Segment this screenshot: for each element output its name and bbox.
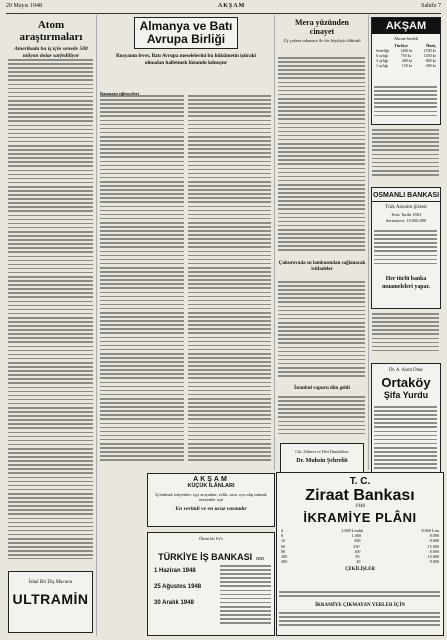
plan-count: 8 xyxy=(281,533,284,539)
ziraat-draws xyxy=(279,591,440,601)
notice-text-2 xyxy=(372,313,439,357)
subscription-tr: 400 kr xyxy=(401,58,413,63)
subscription-tr: 1400 kr xyxy=(400,48,413,53)
subscription-period: Seneliği xyxy=(376,48,390,53)
subscription-ab: 1450 kr xyxy=(423,53,436,58)
isbank-dates xyxy=(154,563,216,611)
article-body-vapur xyxy=(278,396,365,440)
plan-count: 4 xyxy=(281,528,284,533)
plan-total: 8.000 xyxy=(429,548,439,554)
ziraat-draw-heading: ÇEKİLİŞLER xyxy=(345,567,375,573)
subscription-ab: 300 kr xyxy=(425,63,436,68)
plan-total: 10.000 xyxy=(427,554,439,560)
plan-total: 8.000 Lira xyxy=(421,528,439,533)
ad-doctor-name: Dr. Muhsin Şehreliö xyxy=(296,458,348,464)
section-ramazan: Ramazan eğlenceleri xyxy=(100,91,139,96)
isbank-suffix: nın xyxy=(256,556,264,562)
bank-branches xyxy=(374,230,437,270)
plan-amount: 20 xyxy=(356,559,361,565)
bank-founded: Tesis Tarihi 1863 xyxy=(390,212,422,217)
article-body-almanya-right xyxy=(188,95,271,465)
article-body-atom xyxy=(8,59,93,559)
ad-ortakoy xyxy=(371,363,441,483)
bank-subtitle: Türk Anonim Şirketi xyxy=(385,205,427,210)
ziraat-tc: T. C. xyxy=(349,476,371,487)
bank-service-1: Her türlü banka xyxy=(385,276,427,282)
isbank-date: 1 Haziran 1948 xyxy=(154,568,196,574)
subscription-title: AKŞAM xyxy=(372,18,440,34)
plan-total: 15.000 xyxy=(427,543,439,549)
plan-amount: 2.000 Liralık xyxy=(341,528,364,533)
subhead-atom: Amerikada bu iş için senede 500 milyon dolar sarfediliyor xyxy=(14,46,88,59)
ortakoy-sub: Şifa Yurdu xyxy=(383,390,429,400)
notice-text xyxy=(372,129,439,181)
plan-total: 8.000 xyxy=(429,533,439,539)
ad-ziraat-bankasi xyxy=(276,472,444,636)
plan-total: 8.000 xyxy=(429,559,439,565)
ad-ultramin-line: İshal Bir Diş Macunu xyxy=(28,580,73,585)
subhead-mera: Üç çoban takansız ile bir köylüyü öldürdü xyxy=(283,38,361,43)
isbank-date: 25 Ağustos 1948 xyxy=(154,584,202,590)
plan-row xyxy=(277,559,443,564)
subscription-row xyxy=(372,63,440,68)
plan-amount: 50 xyxy=(355,554,360,560)
headline-almanya-2: Avrupa Birliği xyxy=(146,32,226,46)
subscription-tr: 150 kr xyxy=(401,63,413,68)
ziraat-name: Ziraat Bankası xyxy=(305,487,415,504)
ad-ultramin-brand: ULTRAMİN xyxy=(12,591,89,607)
ortakoy-doctor: Dr. A. Asım Onur xyxy=(389,368,423,373)
ortakoy-name: Ortaköy xyxy=(381,375,431,390)
subscription-tr: 750 kr xyxy=(400,53,412,58)
bank-title: OSMANLI BANKASI xyxy=(372,192,440,202)
isbank-details xyxy=(220,565,271,631)
kucuk-line2: En verimli ve en ucuz vasıtadır xyxy=(175,505,247,512)
subscription-head-tr: Türkiye xyxy=(394,43,408,48)
ortakoy-details xyxy=(374,406,437,476)
subscription-box xyxy=(371,17,441,125)
page-number: Sahife 7 xyxy=(421,3,441,9)
section-cukurova: Çukurovada su lambasından sağlanacak istifadeler xyxy=(278,261,366,272)
article-body-almanya-left xyxy=(100,95,184,465)
subscription-ab: 800 kr xyxy=(425,58,436,63)
ad-ultramin xyxy=(8,571,93,633)
ziraat-plan-table xyxy=(277,528,443,564)
deck-almanya: Rusyanın fevet, Batı Avrupa meselelerini bu hükümetin iştiraki olmadan halletmek lüzumlu kılmıştır xyxy=(116,53,256,66)
ziraat-ikramiye: İKRAMİYE PLÂNI xyxy=(303,510,417,525)
subscription-period: 6 aylığı xyxy=(376,53,389,58)
headline-mera-1: Mera yüzünden xyxy=(295,18,349,27)
kucuk-subtitle: KÜÇÜK İLÂNLARI xyxy=(187,483,235,489)
kucuk-line1: İş bulmak isteyenler; işçi arayanlar, evlik, arsa, oyu alıp satmak isteyenler için xyxy=(155,492,267,503)
subscription-ab: 2700 kr xyxy=(423,48,436,53)
column-almanya xyxy=(98,15,275,470)
plan-amount: 1.000 xyxy=(351,533,362,539)
subscription-period: 3 aylığı xyxy=(376,58,389,63)
column-mera xyxy=(276,15,369,470)
plan-amount: 100 xyxy=(354,548,361,554)
headline-box-almanya xyxy=(134,17,238,49)
ziraat-year: 1948 xyxy=(355,504,365,509)
ziraat-cekilis-heading: İKRAMİYE ÇIKMAYAN YERLER İÇİN xyxy=(315,603,405,608)
ad-osmanli-bankasi xyxy=(371,187,441,309)
isbank-top: Ölmü bir Er'e xyxy=(199,536,223,541)
plan-total: 8.000 xyxy=(429,538,439,544)
plan-count: 60 xyxy=(281,543,286,549)
plan-amount: 500 xyxy=(354,538,361,544)
isbank-name: TÜRKİYE İŞ BANKASI xyxy=(158,552,253,562)
ad-kucuk-ilanlar xyxy=(147,473,275,527)
subscription-subtitle: Abone bedeli xyxy=(393,36,419,41)
headline-mera-2: cinayet xyxy=(309,27,335,36)
bank-capital: Sermayesi: 10.000.000 xyxy=(385,218,427,223)
issue-date: 20 Mayıs 1948 xyxy=(6,3,42,9)
plan-amount: 250 xyxy=(353,543,360,549)
ad-is-bankasi xyxy=(147,532,275,636)
plan-count: 16 xyxy=(281,538,286,544)
isbank-date: 30 Aralık 1948 xyxy=(154,600,194,606)
subscription-notes xyxy=(374,86,437,120)
section-istanbul-vapuru: İstanbul vapuru dün geldi xyxy=(294,386,350,391)
ad-doctor-line: Cilt, Zührevi ve Deri Hastalıkları xyxy=(295,449,349,454)
kucuk-title: AKŞAM xyxy=(193,476,229,483)
paper-title: AKŞAM xyxy=(217,3,246,9)
page-header xyxy=(6,3,441,14)
article-body-cukurova xyxy=(278,281,365,381)
subscription-head-ab: Hariç xyxy=(426,43,436,48)
plan-count: 80 xyxy=(281,548,286,554)
column-atom xyxy=(6,15,97,636)
subscription-period: 1 aylığı xyxy=(376,63,389,68)
plan-count: 400 xyxy=(281,559,288,565)
headline-atom: Atom araştırmaları xyxy=(19,19,83,43)
bank-service-2: muameleleri yapar. xyxy=(382,284,430,290)
subscription-table xyxy=(372,43,440,68)
headline-almanya-1: Almanya ve Batı xyxy=(139,19,233,33)
ziraat-footer-text xyxy=(279,612,440,632)
plan-count: 200 xyxy=(281,554,288,560)
article-body-mera xyxy=(278,57,365,257)
column-ads xyxy=(370,15,442,470)
